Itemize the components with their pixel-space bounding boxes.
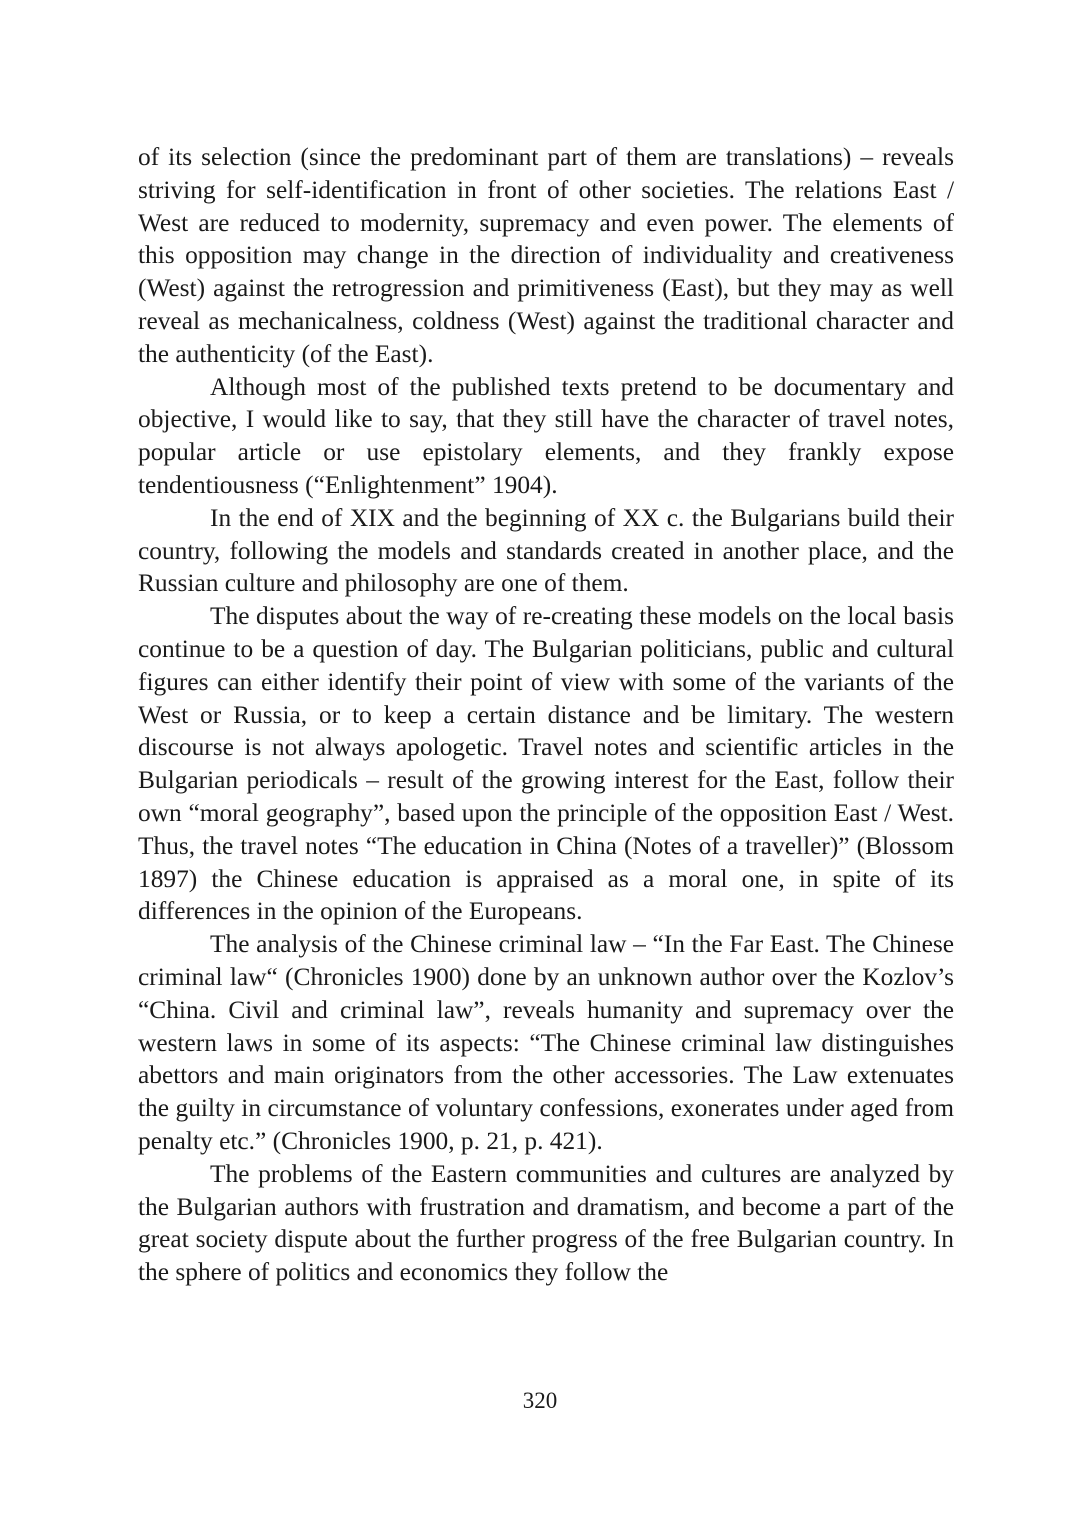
paragraph-continued: of its selection (since the predominant part of them are translations) – reveals striving for self-identification in front of other societies. The relations East / West are reduced to modernity, supremacy and even power. The elements of this opposition may change in the direction of individuality and creativeness (West) against the retrogression and primitiveness (East), but they may as well reveal as mechanicalness, coldness (West) against the traditional character and the authenticity (of the East). bbox=[138, 143, 954, 368]
body-text bbox=[138, 141, 954, 1289]
paragraph-bulgarian-country: In the end of XIX and the beginning of XX c. the Bulgarians build their country, following the models and standards created in another place, and the Russian culture and philosophy are one of them. bbox=[138, 503, 954, 598]
paragraph-documentary-texts: Although most of the published texts pretend to be documentary and objective, I would like to say, that they still have the character of travel notes, popular article or use epistolary elements, and they frankly expose tendentiousness (“Enlightenment” 1904). bbox=[138, 372, 954, 499]
page-number: 320 bbox=[522, 1388, 558, 1413]
paragraph-eastern-problems: The problems of the Eastern communities and cultures are analyzed by the Bulgarian authors with frustration and dramatism, and become a part of the great society dispute about the further progress of the free Bulgarian country. In the sphere of politics and economics they follow the bbox=[138, 1159, 954, 1287]
paragraph-chinese-criminal-law: The analysis of the Chinese criminal law – “In the Far East. The Chinese criminal law“ (Chronicles 1900) done by an unknown author over the Kozlov’s “China. Civil and criminal law”, reveals humanity and supremacy over the western laws in some of its aspects: “The Chinese criminal law distinguishes abettors and main originators from the other accessories. The Law extenuates the guilty in circumstance of voluntary confessions, exonerates under aged from penalty etc.” (Chronicles 1900, p. 21, p. 421). bbox=[138, 930, 954, 1155]
paragraph-disputes: The disputes about the way of re-creating these models on the local basis continue to be a question of day. The Bulgarian politicians, public and cultural figures can either identify their point of view with some of the variants of the West or Russia, or to keep a certain distance and be limitary. The western discourse is not always apologetic. Travel notes and scientific articles in the Bulgarian periodicals – result of the growing interest for the East, follow their own “moral geography”, based upon the principle of the opposition East / West. Thus, the travel notes “The education in China (Notes of a traveller)” (Blossom 1897) the Chinese education is appraised as a moral one, in spite of its differences in the opinion of the Europeans. bbox=[138, 602, 954, 926]
